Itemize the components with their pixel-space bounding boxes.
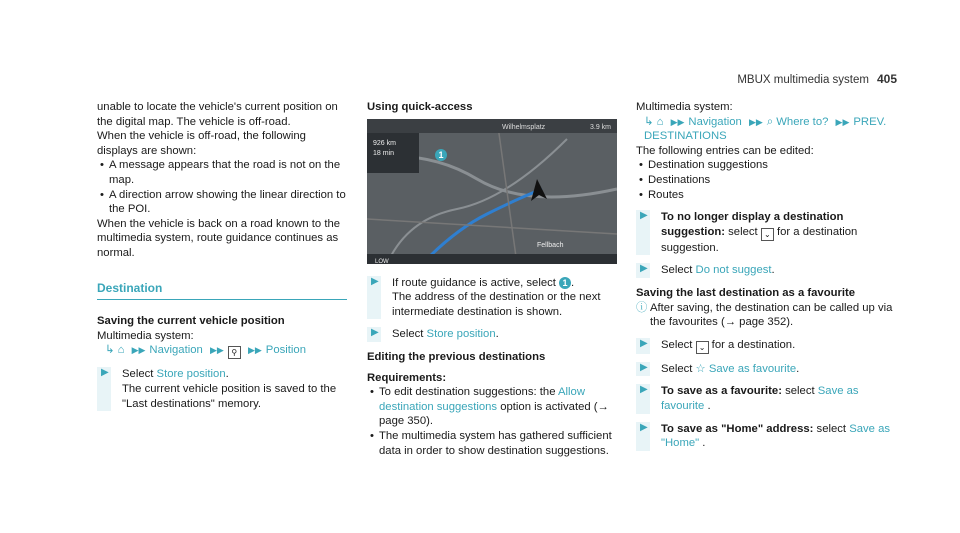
paragraph: Multimedia system:	[636, 101, 733, 113]
map-screenshot: Wilhelmsplatz 3.9 km 926 km 18 min Fellbach LOW 1	[367, 119, 617, 264]
list-item: • To edit destination suggestions: the Allow destination suggestions option is activated (→ page 350).	[367, 385, 619, 429]
callout-1[interactable]: 1	[435, 149, 447, 161]
home-icon: ⌂	[656, 115, 664, 128]
page-number: 405	[876, 72, 897, 86]
chevron-icon: ▶▶	[835, 116, 850, 127]
column-3	[636, 100, 894, 451]
requirements: Requirements:	[367, 371, 447, 384]
list-item: • A direction arrow showing the linear direction to the POI.	[97, 188, 349, 217]
info-note: ⓘ After saving, the destination can be called up via the favourites (→ page 352).	[636, 301, 893, 329]
heading: Saving the last destination as a favourite	[636, 286, 856, 299]
paragraph: Multimedia system:	[97, 329, 194, 342]
list-item: • A message appears that the road is not on the map.	[97, 158, 349, 187]
menu-path	[636, 115, 894, 144]
star-icon: ☆	[695, 362, 706, 375]
list-item: • Routes	[636, 188, 894, 203]
chevron-icon: ▶▶	[247, 345, 262, 356]
list-item: • Destinations	[636, 173, 894, 188]
menu-path	[97, 343, 349, 359]
menu-item[interactable]: Position	[265, 344, 306, 357]
step-arrow-icon: ▶	[640, 210, 648, 222]
search-icon: ⌕	[766, 115, 774, 128]
store-position-link[interactable]: Store position	[156, 368, 226, 381]
column-2	[367, 100, 619, 458]
menu-item[interactable]: Where to?	[776, 115, 829, 128]
step: ▶ To save as "Home" address: select Save as "Home" .	[636, 422, 894, 451]
step-arrow-icon: ▶	[640, 421, 648, 433]
bullet-list	[636, 158, 894, 202]
step-arrow-icon: ▶	[640, 263, 648, 275]
list-item: • Destination suggestions	[636, 158, 894, 173]
paragraph: unable to locate the vehicle's current position on the digital map. The vehicle is off-road.	[97, 101, 338, 128]
save-as-home-link[interactable]: Save as "Home"	[661, 422, 891, 450]
step: ▶ To no longer display a destination suggestion: select ⌄ for a destination suggestion.	[636, 210, 894, 255]
menu-item[interactable]: Navigation	[149, 344, 203, 357]
step: ▶ Select ☆ Save as favourite.	[636, 362, 894, 377]
step-text: The current vehicle position is saved to the "Last destinations" memory.	[122, 382, 337, 410]
chevron-icon: ▶▶	[748, 116, 763, 127]
section-title: Destination	[97, 281, 347, 301]
step: ▶ To save as a favourite: select Save as favourite .	[636, 384, 894, 413]
step-arrow-icon: ▶	[640, 361, 648, 373]
allow-suggestions-link[interactable]: Allow destination suggestions	[379, 386, 585, 413]
paragraph: When the vehicle is off-road, the following displays are shown:	[97, 130, 306, 157]
arrow-icon: ↳	[105, 344, 115, 357]
options-icon: ⌄	[696, 341, 709, 354]
chevron-icon: ▶▶	[670, 116, 685, 127]
step: ▶ Select Store position.	[367, 327, 619, 342]
paragraph: When the vehicle is back on a road known to the multimedia system, route guidance continues as normal.	[97, 217, 341, 259]
chevron-icon: ▶▶	[209, 345, 224, 356]
menu-item[interactable]: Navigation	[688, 115, 742, 128]
step: ▶ If route guidance is active, select 1 . The address of the destination or the next intermediate destination is shown.	[367, 276, 619, 320]
list-item: • The multimedia system has gathered sufficient data in order to show destination suggestions.	[367, 429, 619, 458]
position-icon: ⚲	[228, 346, 241, 359]
header-title: MBUX multimedia system	[737, 74, 869, 86]
step: ▶ Select Do not suggest.	[636, 263, 894, 278]
bullet-list	[367, 385, 619, 458]
step-arrow-icon: ▶	[101, 367, 109, 379]
bullet-list	[97, 158, 349, 216]
callout-1: 1	[559, 277, 571, 289]
step-arrow-icon: ▶	[371, 275, 379, 287]
step: ▶ Select ⌄ for a destination.	[636, 338, 894, 354]
step-arrow-icon: ▶	[371, 327, 379, 339]
paragraph: The following entries can be edited:	[636, 144, 814, 157]
page-header	[737, 72, 897, 86]
step-arrow-icon: ▶	[640, 337, 648, 349]
options-icon: ⌄	[761, 228, 774, 241]
menu-item[interactable]: PREV. DESTINATIONS	[644, 115, 887, 143]
save-as-favourite-link[interactable]: Save as favourite	[661, 385, 859, 412]
do-not-suggest-link[interactable]: Do not suggest	[695, 264, 772, 277]
column-1	[97, 100, 349, 411]
save-favourite-link[interactable]: Save as favourite	[708, 362, 797, 375]
arrow-icon: ↳	[644, 115, 654, 128]
store-position-link[interactable]: Store position	[426, 328, 496, 341]
home-icon: ⌂	[117, 344, 125, 357]
info-icon: ⓘ	[636, 301, 648, 314]
chevron-icon: ▶▶	[131, 345, 146, 356]
heading: Saving the current vehicle position	[97, 315, 285, 328]
heading: Using quick-access	[367, 101, 473, 113]
step-arrow-icon: ▶	[640, 384, 648, 396]
heading: Editing the previous destinations	[367, 350, 546, 363]
step: ▶ Select Store position. The current vehicle position is saved to the "Last destinations" memory.	[97, 367, 349, 411]
